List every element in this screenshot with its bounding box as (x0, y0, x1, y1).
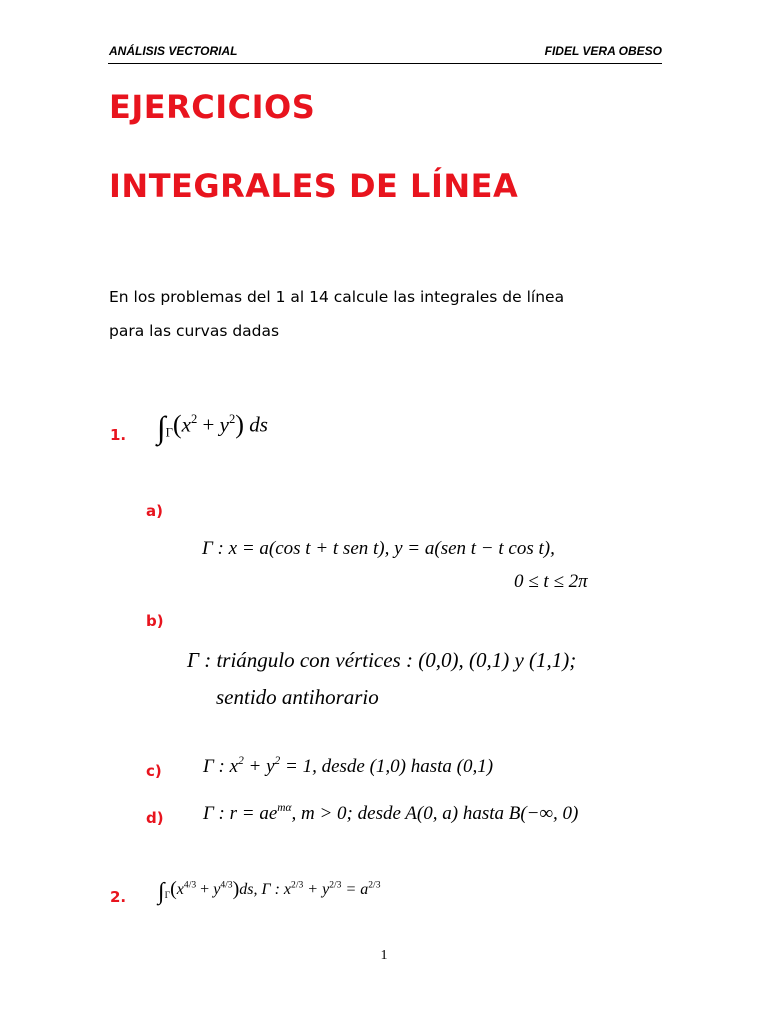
part-d-seg-b: , m > 0; desde A(0, a) hasta B(−∞, 0) (291, 803, 579, 824)
plus-sign: + (202, 412, 215, 437)
problem-1-number: 1. (110, 426, 127, 444)
header-left: ANÁLISIS VECTORIAL (109, 44, 238, 58)
var-x: x (181, 412, 191, 437)
part-b-line-2: sentido antihorario (216, 685, 379, 709)
open-paren: ( (170, 878, 177, 900)
differential-ds: ds, (239, 881, 258, 898)
open-paren: ( (172, 410, 182, 440)
part-a-label: a) (146, 502, 163, 520)
exp-x: 4/3 (183, 879, 197, 891)
intro-line-2: para las curvas dadas (109, 322, 280, 340)
title-ejercicios: EJERCICIOS (109, 88, 316, 126)
differential-ds: ds (249, 412, 268, 437)
part-a-line-1: Γ : x = a(cos t + t sen t), y = a(sen t − t cos t), (202, 538, 555, 559)
part-c-line-1 (203, 756, 493, 778)
exp-y: 4/3 (220, 879, 233, 891)
intro-line-1: En los problemas del 1 al 14 calcule las integrales de línea (109, 288, 565, 306)
part-d-exp: mα (277, 802, 292, 815)
integral-domain: Γ (164, 889, 171, 901)
part-b-label: b) (146, 612, 164, 630)
part-d-line-1 (203, 803, 578, 825)
part-c-seg-a: Γ : x (203, 756, 239, 777)
var-y: y (213, 881, 221, 898)
page-number: 1 (380, 948, 388, 963)
part-c-label: c) (146, 762, 162, 780)
integral-sign: ∫ (157, 410, 166, 445)
header-rule (108, 63, 662, 64)
part-a-line-2: 0 ≤ t ≤ 2π (514, 571, 588, 592)
curve-seg-b: + y (303, 881, 330, 898)
part-d-seg-a: Γ : r = ae (203, 803, 278, 824)
close-paren: ) (235, 410, 245, 440)
exp-y: 2 (228, 411, 236, 426)
integral-domain: Γ (165, 425, 173, 440)
title-integrales: INTEGRALES DE LÍNEA (109, 167, 519, 205)
part-c-exp-1: 2 (238, 755, 244, 768)
exp-x: 2 (191, 411, 198, 426)
part-d-label: d) (146, 809, 164, 827)
curve-exp-1: 2/3 (291, 879, 304, 891)
problem-2-integral (158, 878, 381, 906)
var-y: y (219, 412, 229, 437)
curve-exp-3: 2/3 (368, 879, 381, 891)
part-c-seg-b: + y (243, 756, 275, 777)
part-c-exp-2: 2 (274, 755, 281, 768)
curve-seg-a: Γ : x (261, 881, 292, 898)
part-b-line-1: Γ : triángulo con vértices : (0,0), (0,1) y (1,1); (187, 648, 577, 672)
problem-1-integral (157, 410, 268, 446)
var-x: x (176, 881, 184, 898)
part-c-seg-c: = 1, desde (1,0) hasta (0,1) (280, 756, 494, 777)
curve-seg-c: = a (341, 881, 369, 898)
header-right: FIDEL VERA OBESO (544, 44, 662, 58)
curve-exp-2: 2/3 (329, 879, 342, 891)
close-paren: ) (232, 878, 240, 900)
problem-2-number: 2. (110, 888, 127, 906)
plus-sign: + (200, 881, 210, 898)
integral-sign: ∫ (158, 878, 165, 905)
